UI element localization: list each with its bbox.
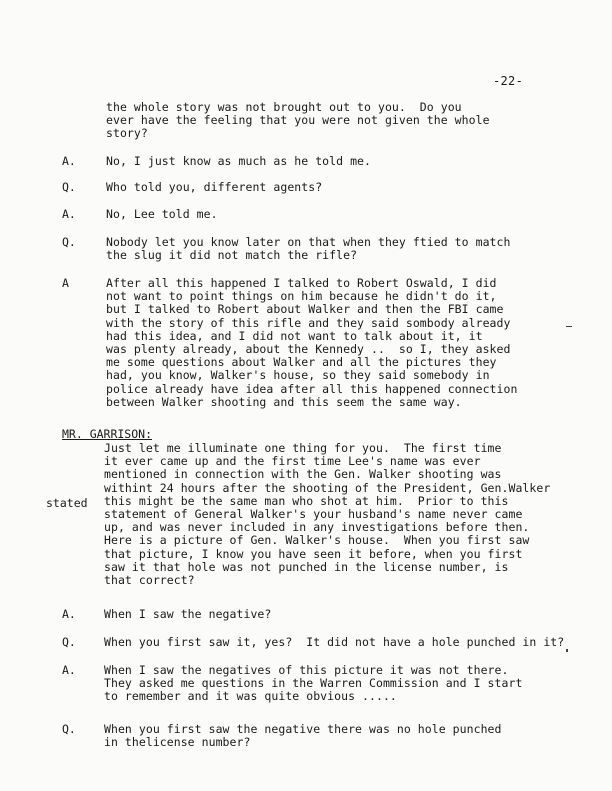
speaker-label: A.: [62, 207, 76, 221]
speaker-label: A.: [62, 607, 76, 621]
speaker-label: Q.: [62, 180, 76, 194]
speaker-label: A.: [62, 663, 76, 677]
page-number: -22-: [493, 74, 524, 88]
entry-text: When you first saw it, yes? It did not have a hole punched in it?: [104, 635, 565, 649]
entry-text: No, Lee told me.: [106, 207, 218, 221]
speaker-label: Q.: [62, 235, 76, 249]
entry-text: Who told you, different agents?: [106, 180, 323, 194]
margin-note: stated: [46, 496, 88, 510]
scan-speck: [566, 649, 568, 652]
scan-speck: [566, 326, 572, 327]
entry-text: After all this happened I talked to Robert Oswald, I did not want to point things on him because he didn't do it, but I talked to Robert about Walker and then the FBI came with the story of this rifle and they said sombody already had this idea, and I did not want to talk about it, it was plenty already, about the Kennedy .. so I, they asked me some questions about Walker and all the pictures they had, you know, Walker's house, so they said somebody in police already have idea after all this happened connection between Walker shooting and this seem the same way.: [106, 276, 518, 409]
entry-text: When you first saw the negative there was no hole punched in thelicense number?: [104, 722, 502, 750]
entry-text: Nobody let you know later on that when they ftied to match the slug it did not match the rifle?: [106, 235, 511, 263]
speaker-label: Q.: [62, 635, 76, 649]
speaker-label: A.: [62, 154, 76, 168]
entry-text: the whole story was not brought out to you. Do you ever have the feeling that you were not given the whole story?: [106, 100, 490, 141]
speaker-label: A: [62, 276, 69, 290]
entry-text: When I saw the negatives of this picture it was not there. They asked me questions in the Warren Commission and I start to remember and it was quite obvious .....: [104, 663, 523, 704]
garrison-text: Just let me illuminate one thing for you. The first time it ever came up and the first time Lee's name was ever mentioned in connection with the Gen. Walker shooting was withint 24 hours after the shooting of the President, Gen.Walker this might be the same man who shot at him. Prior to this statement of General Walker's your husband's name never came up, and was never included in any investigations before then. Here is a picture of Gen. Walker's house. When you first saw that picture, I know you have seen it before, when you first saw it that hole was not punched in the license number, is that correct?: [104, 441, 551, 588]
garrison-heading: MR. GARRISON:: [62, 427, 153, 441]
entry-text: When I saw the negative?: [104, 607, 272, 621]
entry-text: No, I just know as much as he told me.: [106, 154, 371, 168]
speaker-label: Q.: [62, 722, 76, 736]
